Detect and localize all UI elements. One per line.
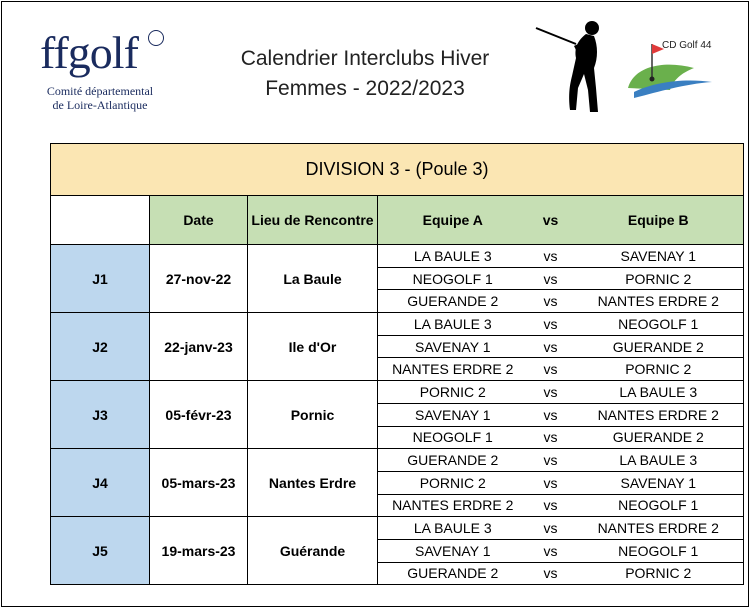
round-lieu: Ile d'Or [248, 313, 378, 381]
vs-label: vs [528, 335, 574, 358]
division-title: DIVISION 3 - (Poule 3) [51, 144, 744, 196]
round-lieu: Pornic [248, 381, 378, 449]
vs-label: vs [528, 449, 574, 472]
vs-label: vs [528, 245, 574, 268]
team-b: SAVENAY 1 [574, 245, 744, 268]
team-b: NANTES ERDRE 2 [574, 517, 744, 540]
ffgolf-seal-icon [148, 30, 164, 46]
team-a: NANTES ERDRE 2 [378, 358, 528, 381]
team-a: PORNIC 2 [378, 381, 528, 404]
team-a: GUERANDE 2 [378, 449, 528, 472]
team-b: PORNIC 2 [574, 267, 744, 290]
team-a: PORNIC 2 [378, 471, 528, 494]
vs-label: vs [528, 267, 574, 290]
match-row [51, 313, 744, 336]
rounds-body [51, 245, 744, 585]
team-a: NEOGOLF 1 [378, 267, 528, 290]
team-b: LA BAULE 3 [574, 449, 744, 472]
vs-label: vs [528, 358, 574, 381]
team-a: SAVENAY 1 [378, 403, 528, 426]
team-b: NANTES ERDRE 2 [574, 403, 744, 426]
vs-label: vs [528, 426, 574, 449]
round-lieu: Guérande [248, 517, 378, 585]
team-b: NEOGOLF 1 [574, 539, 744, 562]
match-row [51, 517, 744, 540]
match-row [51, 449, 744, 472]
team-b: SAVENAY 1 [574, 471, 744, 494]
logo-sub-line2: de Loire-Atlantique [52, 98, 148, 112]
header-lieu: Lieu de Rencontre [248, 196, 378, 245]
round-date: 05-mars-23 [150, 449, 248, 517]
team-b: LA BAULE 3 [574, 381, 744, 404]
team-b: NANTES ERDRE 2 [574, 290, 744, 313]
team-b: NEOGOLF 1 [574, 494, 744, 517]
team-a: LA BAULE 3 [378, 245, 528, 268]
team-a: SAVENAY 1 [378, 539, 528, 562]
cd-logo-text: CD Golf 44 [662, 40, 712, 51]
team-b: PORNIC 2 [574, 358, 744, 381]
round-date: 19-mars-23 [150, 517, 248, 585]
round-lieu: Nantes Erdre [248, 449, 378, 517]
header-equipe-a: Equipe A [378, 196, 528, 245]
team-a: GUERANDE 2 [378, 290, 528, 313]
match-row [51, 381, 744, 404]
team-b: PORNIC 2 [574, 562, 744, 585]
match-row [51, 245, 744, 268]
logo-subtitle [40, 84, 160, 112]
header-date: Date [150, 196, 248, 245]
logo-word: ffgolf [40, 27, 138, 78]
ffgolf-logo [40, 27, 170, 120]
golfer-silhouette-icon [528, 18, 618, 118]
team-a: NANTES ERDRE 2 [378, 494, 528, 517]
team-b: NEOGOLF 1 [574, 313, 744, 336]
round-label: J3 [51, 381, 150, 449]
team-b: GUERANDE 2 [574, 426, 744, 449]
team-a: SAVENAY 1 [378, 335, 528, 358]
round-lieu: La Baule [248, 245, 378, 313]
header-vs: vs [528, 196, 574, 245]
vs-label: vs [528, 381, 574, 404]
title-line1: Calendrier Interclubs Hiver [240, 47, 490, 70]
round-date: 05-févr-23 [150, 381, 248, 449]
team-b: GUERANDE 2 [574, 335, 744, 358]
round-label: J2 [51, 313, 150, 381]
vs-label: vs [528, 290, 574, 313]
vs-label: vs [528, 471, 574, 494]
round-date: 27-nov-22 [150, 245, 248, 313]
round-date: 22-janv-23 [150, 313, 248, 381]
team-a: LA BAULE 3 [378, 517, 528, 540]
page-title [220, 44, 510, 104]
header-blank-cell [51, 196, 150, 245]
team-a: GUERANDE 2 [378, 562, 528, 585]
round-label: J4 [51, 449, 150, 517]
vs-label: vs [528, 517, 574, 540]
vs-label: vs [528, 562, 574, 585]
header-row [51, 196, 744, 245]
team-a: LA BAULE 3 [378, 313, 528, 336]
header-equipe-b: Equipe B [574, 196, 744, 245]
vs-label: vs [528, 539, 574, 562]
round-label: J1 [51, 245, 150, 313]
round-label: J5 [51, 517, 150, 585]
team-a: NEOGOLF 1 [378, 426, 528, 449]
vs-label: vs [528, 313, 574, 336]
logo-sub-line1: Comité départemental [46, 84, 154, 98]
vs-label: vs [528, 403, 574, 426]
division-row [51, 144, 744, 196]
vs-label: vs [528, 494, 574, 517]
schedule-table [50, 143, 744, 585]
title-line2: Femmes - 2022/2023 [265, 77, 465, 100]
